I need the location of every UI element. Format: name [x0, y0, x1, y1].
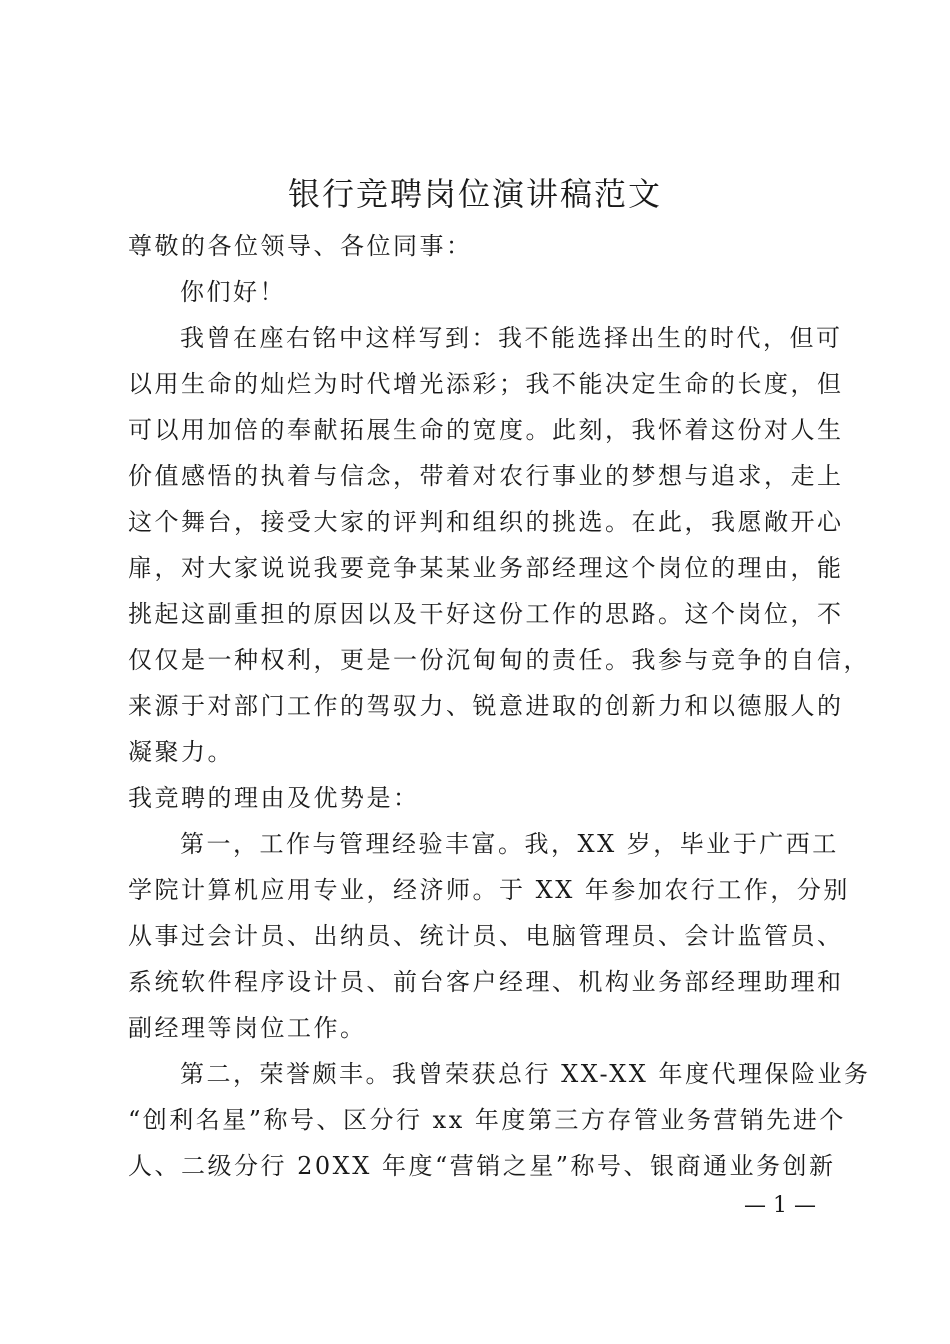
body-line: 我竞聘的理由及优势是： [128, 784, 420, 812]
body-line: 以用生命的灿烂为时代增光添彩；我不能决定生命的长度，但 [128, 370, 844, 398]
body-line: 扉，对大家说说我要竞争某某业务部经理这个岗位的理由，能 [128, 554, 844, 582]
body-line: 挑起这副重担的原因以及干好这份工作的思路。这个岗位，不 [128, 600, 844, 628]
body-line: 学院计算机应用专业，经济师。于 XX 年参加农行工作，分别 [128, 876, 850, 904]
body-line: 你们好！ [180, 278, 286, 306]
body-line: 这个舞台，接受大家的评判和组织的挑选。在此，我愿敞开心 [128, 508, 844, 536]
document-title: 银行竞聘岗位演讲稿范文 [287, 175, 662, 213]
body-line: 第二，荣誉颇丰。我曾荣获总行 XX-XX 年度代理保险业务 [180, 1060, 871, 1088]
body-line: 可以用加倍的奉献拓展生命的宽度。此刻，我怀着这份对人生 [128, 416, 844, 444]
document-body [128, 223, 871, 1189]
body-line: 价值感悟的执着与信念，带着对农行事业的梦想与追求，走上 [128, 462, 844, 490]
body-line: 仅仅是一种权利，更是一份沉甸甸的责任。我参与竞争的自信， [128, 646, 870, 674]
body-line: 尊敬的各位领导、各位同事： [128, 232, 473, 260]
body-line: 系统软件程序设计员、前台客户经理、机构业务部经理助理和 [128, 968, 844, 996]
body-line: 我曾在座右铭中这样写到：我不能选择出生的时代，但可 [180, 324, 843, 352]
page-number: — 1 — [744, 1193, 816, 1218]
body-line: 第一，工作与管理经验丰富。我，XX 岁，毕业于广西工 [180, 830, 839, 858]
body-line: 凝聚力。 [128, 738, 234, 766]
body-line: 人、二级分行 20XX 年度“营销之星”称号、银商通业务创新 [128, 1152, 836, 1180]
body-line: 副经理等岗位工作。 [128, 1014, 367, 1042]
body-line: “创利名星”称号、区分行 xx 年度第三方存管业务营销先进个 [128, 1106, 846, 1134]
body-line: 来源于对部门工作的驾驭力、锐意进取的创新力和以德服人的 [128, 692, 844, 720]
body-line: 从事过会计员、出纳员、统计员、电脑管理员、会计监管员、 [128, 922, 844, 950]
